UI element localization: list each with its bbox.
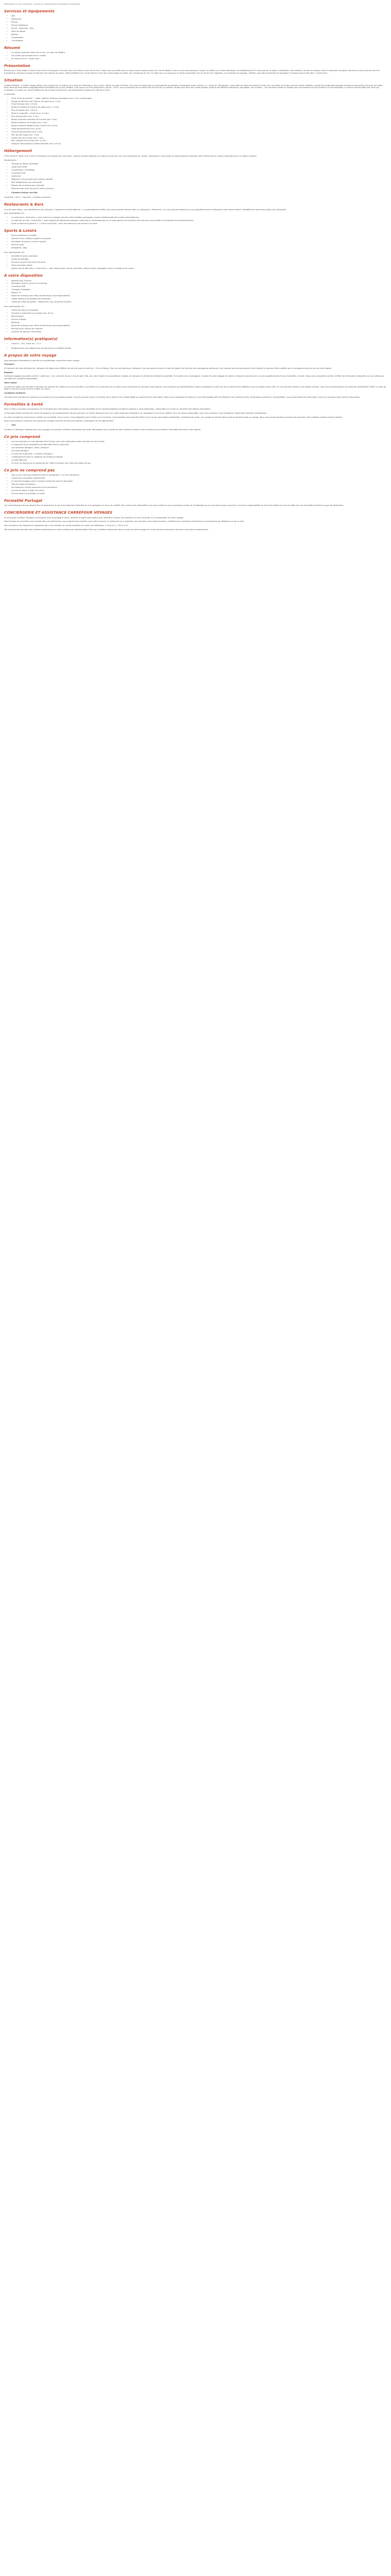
- prix-comprend-item: • L'hébergement selon la catégorie de chambre indiquée: [11, 456, 387, 459]
- apropos-text: Vous quelques informations à prendre en considération concernant votre voyage.: [4, 359, 80, 362]
- formalites-block: Nous vous invitons à souscrire une assurance voyage couvrant les frais d'annulation, d'assistance et de rapatriement.: [4, 420, 115, 422]
- service-item: • Conciergerie: [11, 40, 387, 42]
- equipements-label: Équipements :: [4, 159, 18, 161]
- prix-non-item: • La taxe de séjour à régler sur place: [11, 489, 387, 492]
- sports-list: [4, 234, 387, 249]
- info-note: • Établissement non adapté pour les personnes à mobilité réduite.: [11, 347, 387, 350]
- disposition-item: • Navette pour Funchal: [11, 280, 387, 282]
- restaurant-item: • Le petit bar du hall « Sunset Bar » vous propose de délicieuses boissons nationales et internationales et un large gamme de cocktails. Vous pourrez aussi profiter du programme de divertissement.: [11, 219, 387, 222]
- conciergerie-paras: [4, 517, 387, 531]
- proximite-item: • Praia Formosa (env. 3,3 km): [11, 103, 387, 106]
- service-item: • Minibar: [11, 33, 387, 36]
- service-item: • Piscine: [11, 21, 387, 24]
- resume-list: [4, 52, 387, 60]
- sport-paid-item: • Espace Spa et bien-être « Ocean Spa » : bain bouillonnant, sauna, hammam, salle de soins (massages, soins du visage et du corps): [11, 267, 387, 270]
- apropos-block-text: Les tarifs sont calculés par personne sur la base d'une occupation double. Les prix peuvent varier en fonction de la date et de la disponibilité au moment de la réservation. Nous vous conseillons de réserver le plus tôt possible afin de bénéficier des meilleurs tarifs. Informations relatives à l'accessibilité : pour toute demande particulière, merci de contacter notre service réservation.: [4, 396, 361, 398]
- formalite-portugal-text: Les ressortissants français doivent être en possession d'une carte nationale d'identité ou d'un passeport en cours de validité. Pour toute autre nationalité, nous vous invitons à vous renseigner auprès de l'ambassade ou du consulat du pays concerné. Il est de la responsabilité du client de vérifier qu'il est en règle avec les formalités d'entrée du pays de destination.: [4, 504, 344, 507]
- section-title-sports: Sports & Loisirs: [4, 228, 37, 233]
- page-content: [0, 0, 391, 553]
- restaurants-text: Lors de votre séjour, vous bénéficierez de la formule « Logement et petit déjeuner ». Le petit-déjeuner buffet vous sera proposé chaque matin au restaurant « Panorama » où vous pourrez apprécier la vue magnifique tout en dégustant votre repas matinal. Possibilité de repas avec gluten (sur demande).: [4, 208, 287, 211]
- proximite-label: À proximité :: [4, 93, 16, 95]
- sports-paid-label: Avec participation (€) :: [4, 251, 25, 253]
- section-title-conciergerie: CONCIERGERIE ET ASSISTANCE CARREFOUR VOYAGES: [4, 510, 112, 515]
- breadcrumb-intro: Description Ce prix comprend : Ce prix ne comprend pas Formalités Conseiguerie: [4, 3, 80, 5]
- proximite-list: [4, 97, 387, 146]
- visa-label: • Visa: [11, 424, 387, 427]
- equipement-item: • Terrasse ou balcon aménagé: [11, 163, 387, 165]
- services-list: [4, 15, 387, 42]
- section-title-prix-comprend: Ce prix comprend: [4, 434, 40, 439]
- apropos-block-text: En fonction des vols sélectionnés, l'aéroport de départ peut différer de celui de votre arrivée (ex : Orly et Roissy). Pour les vols spéciaux, l'aéroport n'est pas garanti jusqu'à la date de départ (en fonction des compagnies aériennes). Les horaires sont communiqués à titre indicatif et peuvent être modifiés par la compagnie jusqu'au jour de votre départ.: [4, 367, 332, 369]
- disposition-item: • Objets spéciaux accessibles par ascenseur: [11, 298, 387, 300]
- disposition-item: • Borne de recharge pour véhicule électrique (sous disponibilité): [11, 295, 387, 297]
- section-title-resume: Résumé: [4, 45, 20, 50]
- prix-non-list: [4, 474, 387, 495]
- prix-comprend-item: • Le logement et les prestations mentionnées dans le descriptif: [11, 444, 387, 446]
- sports-paid-list: [4, 255, 387, 269]
- proximite-item: • Pinha & Corgo/Rui - Centre (env. 3,2 km): [11, 112, 387, 115]
- apropos-block-head: Votre séjour: [4, 381, 17, 384]
- disposition-paid-item: • Boutique: [11, 321, 387, 324]
- hebergement-text: L'Pina Prade 5* Adult Only à Sé du Chavaguez se compose de 128 suites. Chaque chambre dispose d'un balcon privé avec une vue imprenable sur l'océan. Spacieuses, lumineuses et soigneusement décorées, elles offrent tout le confort nécessaire pour un séjour relaxant.: [4, 155, 257, 157]
- conciergerie-paragraph: Le concierge Carrefour Voyages Conciergerie vous accompagne avant, pendant et après votre séjour pour répondre à toutes vos questions et vous conseiller sur la préparation de votre voyage.: [4, 516, 184, 519]
- proximite-item: • Pico dos Barcelos (env. 5 km): [11, 115, 387, 118]
- proximite-item: • Musée d'histoire naturelle de Funchal (env. 5 km): [11, 118, 387, 121]
- disposition-list: [4, 280, 387, 303]
- prix-comprend-item: • Les transferts aéroport / hôtel / aéroport: [11, 447, 387, 449]
- formalites-block: La carte européenne d'assurance maladie est conseillée. Aucun vaccin n'est obligatoire pour entrer sur le territoire. Il est toutefois recommandé d'être à jour de ses vaccinations habituelles. Conditions de santé : les voyageurs doivent être en bonne santé et apte au voyage. Nous vous recommandons vivement de consulter votre médecin traitant avant le départ.: [4, 416, 343, 418]
- proximite-item: • Parc de São Tiago (env. 7 km): [11, 134, 387, 137]
- prix-non-item: • L'assurance annulation (optionnelle): [11, 477, 387, 480]
- sport-paid-item: • Tennis de table, billard: [11, 264, 387, 267]
- disposition-paid-item: • Blanchisserie: [11, 315, 387, 318]
- section-title-disposition: À votre disposition: [4, 273, 43, 278]
- prix-comprend-list: [4, 440, 387, 464]
- section-title-formalites: Formalités & Santé: [4, 402, 43, 406]
- situation-text: Capitale Madère : à l'hôtel Vuisge (hôtes) vous conduit par la chaleur et la brise de l'Atlantique, vous y êtes ! Niché au large du Maroc, l'île vous accueille dans une atmosphère printanière et apaisante toute l'année. Le « jardin de l'Atlantique » vous offre une flore luxuriante et toute une vie même au fil des mois de l'année. Madère, paradis de randonnées plongés et piscines naturelles le long de ses côtes dont celles de Porto Moniz magnifiquement travaillées par la lave. Madère, c'est aussi une riche patrimoine culturel : riche : vous surprendra par la vieille ville de Funchal, la capitale. Perdez-vous dans ses ruelles pavées, admirez ses édifices historiques, ses églises, ses musées… Les marchés animés et colorés pour son ambiance et ses produits à la fois exotiques. Le centre ville est idéal pour faire vos emplettes. Le climat sur l'île de Madère est doux toute l'année avec une température moyenne en été et en hiver.: [4, 84, 383, 92]
- proximite-item: • Pico de Sigaro (env. 2,8 km): [11, 109, 387, 112]
- disposition-paid-item: • Coffre-fort (dans la chambre): [11, 309, 387, 312]
- section-title-services: Services et équipements: [4, 9, 55, 13]
- equipement-item: • Salle de bains avec douche et sèche-cheveux: [11, 188, 387, 190]
- section-title-restaurants: Restaurants & Bars: [4, 202, 44, 207]
- formalites-text: Nous invitons à prendre connaissance de l'ensemble des informations suivantes sur les formalités et les recommandations sanitaires relatives à votre destination, disponibles sur le site du ministère des Affaires étrangères.: [4, 408, 211, 411]
- proximite-item: • Centre-ville de Funchal (env. 7 km): [11, 137, 387, 140]
- visa-list: [4, 424, 387, 427]
- section-title-prix-non: Ce prix ne comprend pas: [4, 468, 55, 472]
- sport-paid-item: • Parcours de golf Club Santo Da Serra: [11, 261, 387, 264]
- conciergerie-paragraph: Vos données personnelles sont traitées conformément à notre politique de confidentialité. Elles sont utilisées uniquement dans le cadre de votre voyage et ne sont jamais transmises à des tiers sans votre consentement.: [4, 528, 209, 531]
- sport-item: • Serviettes de piscine (contre caution): [11, 241, 387, 243]
- service-item: • Wifi: [11, 15, 387, 18]
- formalites-blocks: [4, 412, 387, 422]
- section-title-presentation: Présentation: [4, 63, 30, 68]
- prix-non-item: • Tout ce qui n'est pas mentionné dans le paragraphe « Ce prix comprend »: [11, 474, 387, 477]
- room-name: • Chambre Deluxe vue Mer: [11, 192, 387, 194]
- prix-non-item: • Les excursions et activités sur place: [11, 493, 387, 495]
- proximite-item: • Funchal Top Mountain (env. 6 km): [11, 131, 387, 133]
- proximite-item: • Plage Komoredi Box (env. 6 km): [11, 128, 387, 130]
- proximite-item: • Aéroport International Cristiano Ronaldo (env. 29 km): [11, 143, 387, 145]
- section-title-formalite-portugal: Formalité Portugal: [4, 498, 42, 503]
- prix-comprend-item: • Les vols spéciaux ou vols réguliers de la France vers votre destination selon les dates et vols choisis: [11, 440, 387, 443]
- restaurants-list: [4, 216, 387, 225]
- apropos-blocks: [4, 363, 387, 398]
- resume-item: • Le refuge suspendu entre ciel et mer, au cœur de Madère: [11, 52, 387, 54]
- room-detail: Superficie : 28 m² · Capacité : 2 adultes maximum: [4, 196, 51, 199]
- prix-non-item: • Tous les repas et boissons: [11, 483, 387, 486]
- disposition-paid-item: • Transfert à proximité sur la plage (env. 30 m): [11, 312, 387, 315]
- proximite-item: • Village de pêcheurs de Camara de Lobos (env. 1 km): [11, 100, 387, 103]
- disposition-item: • Connexion Wifi: [11, 285, 387, 288]
- sport-item: • Salle de sport: [11, 244, 387, 246]
- apropos-block-text: La durée du séjour est calculée en fonction du nombre de nuitées et non de journées. La première et la dernière jour du séjour sont consacrées au transport international. Les chambres sont généralement mises à disposition à partir de 14h et doivent être libérées le jour du départ avant midi. En cas d'arrivée tardive ou de départ matinal, nous vous recommandons de contacter directement l'hôtel. La taxe de séjour n'est pas incluse et sera à régler sur place.: [4, 385, 386, 391]
- service-item: • Restaurant: [11, 18, 387, 21]
- apropos-block-head: Conditions tarifaires: [4, 392, 26, 395]
- apropos-block-head: Transport: [4, 363, 14, 366]
- equipement-item: • Télévision à écran plat avec chaînes satellite: [11, 178, 387, 181]
- proximite-item: • Parc national de Funchal (env. 12 km): [11, 140, 387, 142]
- service-item: • Salle de fitness: [11, 30, 387, 33]
- section-title-apropos: À propos de votre voyage: [4, 353, 57, 358]
- info-item: • Check in : 15h, check out : 11 h: [11, 343, 387, 345]
- disposition-item: • Cartes de crédit acceptées : Mastercard, Visa, American Express: [11, 301, 387, 303]
- prix-non-item: • La franchise bagage (soit le nombre mentionné dans le descriptif): [11, 480, 387, 483]
- apropos-block-text: Certaines bagages envoyées comme « petit taux » (ex : planche de surf, club de golf, vélo, etc.) font l'objet d'un supplément à régler au transport et démarche fortement conseillée. En fonction de la compagnie, l'origine de votre bagage de cabine, l'aéroport peut facturer un coût supplémentaire lié aux formalités. Conseil : Nous vous conseillons de bien vérifier les informations indiquées sur vos billets pour connaître les conditions applicables.: [4, 375, 385, 380]
- disposition-item: • Espace TV: [11, 292, 387, 294]
- equipement-item: • Plateau de courtoisie avec thé/café: [11, 184, 387, 187]
- proximite-item: • Jardins du Palais de Camara de Lobos (env. 2,7 km): [11, 106, 387, 109]
- disposition-paid-item: • Location de voitures, bicyclettes: [11, 331, 387, 333]
- sport-paid-item: • Activités et sports nautiques: [11, 255, 387, 258]
- equipement-item: • Climatisation / chauffage: [11, 169, 387, 172]
- service-item: • Piscine extérieure: [11, 24, 387, 27]
- proximite-item: • Musée d'histoire Madère Story Centre (env. 6 km): [11, 125, 387, 127]
- equipement-item: • Connexion Wifi: [11, 172, 387, 175]
- prix-comprend-item: • Le dîner de bienvenue au restaurant de l'hôtel le premier soir (selon les dates de vol): [11, 462, 387, 465]
- room-list: [4, 192, 387, 194]
- formalites-block: La Portugal faisant membre de l'Union Européenne, les ressortissants français peuvent s'y rendre librement avec une carte nationale d'identité ou un passeport en cours de validité. Pour les autres nationalités, nous vous invitons à vous renseigner auprès des autorités compétentes.: [4, 412, 267, 415]
- prix-comprend-item: • Les taxes aéroport: [11, 450, 387, 452]
- disposition-paid-item: • Service d'étage: [11, 318, 387, 321]
- prix-comprend-item: • La carte de la garantie « Carrefour Voyages »: [11, 453, 387, 455]
- resume-item: • Se ressourcer et « Ocean Spa »: [11, 58, 387, 60]
- apropos-block-head: Bagages: [4, 371, 13, 374]
- resume-item: • Les plaisirs gourmands face à l'océan: [11, 55, 387, 57]
- disposition-item: • Réception 24h/24, accueil & concierge: [11, 282, 387, 285]
- sport-paid-item: • Centre de plongée: [11, 258, 387, 261]
- disposition-paid-label: Avec participation (€) :: [4, 305, 25, 308]
- restaurant-item: • Situé au bord de la piscine, l' « Ocean Snack Bar » vous fera découvrir son service à la carte.: [11, 223, 387, 225]
- disposition-item: • Consigne à bagages: [11, 289, 387, 291]
- sport-item: • Solarium avec chaises longues et parasols: [11, 238, 387, 240]
- section-title-infos: Information(s) pratique(s): [4, 336, 58, 341]
- equipement-item: • Coffre-fort: [11, 175, 387, 178]
- service-item: • Climatisation: [11, 37, 387, 39]
- disposition-paid-item: • Parking privé, service de voiturier: [11, 328, 387, 330]
- visa-text: Le séjour à l'étranger implique pour tout voyageur de prendre certaines précautions de santé. Renseignez-vous auprès de votre médecin traitant et des centres de vaccinations internationales avant votre départ.: [4, 428, 201, 431]
- equipements-list: [4, 163, 387, 190]
- service-item: • Sauna - Hammam - Spa: [11, 27, 387, 30]
- proximite-item: • Praia "Praia do Areeiro " - sable / galets (d'origine volcanique) (env. 20 m, promenade): [11, 97, 387, 100]
- presentation-text: Bienvenue à l'Pina Prade 5* Adult Only à Sé du Chavaguez ! Perché à flanc de falaise, entre ciel et mer, l'hôtel vous accueille dans un cadre naturel spectaculaire sur l'île de Madère. Avec sa vue panoramique à couper le souffle sur l'océan Atlantique, cet établissement 5* vous promet un séjour inoubliable, entre détente, confort et évasion. Situé à seulement quelques minutes du centre de Funchal et à proximité du charmant village de pêcheurs de Camara de Lobos, l'hôtel bénéficie d'un accès direct à l'une des riches plages de sable noir volcanique de l'île. Un hôtel pour se ressourcer en toute tranquillité, loin du bruit et de l'agitation, où la beauté du paysage, raffinée, vous fait parenthèse de relaxation à l'espace Spa et bien-être « Ocean Spa ».: [4, 70, 380, 75]
- disposition-paid-item: • Borne de recharge pour véhicule électrique (sous disponibilité): [11, 325, 387, 327]
- section-title-hebergement: Hébergement: [4, 149, 32, 154]
- prix-comprend-item: • Le petit-déjeuner: [11, 459, 387, 462]
- section-title-situation: Situation: [4, 78, 23, 82]
- infos-notes: [4, 347, 387, 350]
- sport-item: • Navigation, yoga: [11, 247, 387, 249]
- restaurant-item: • Le restaurant « Panorama » vous invite à un voyage culinaire entre tradition portugaise, cuisine méditerranéenne et plats internationaux.: [11, 216, 387, 219]
- equipement-item: • Mini-réfrigérateur (sur demande): [11, 181, 387, 184]
- conciergerie-paragraph: Nos conseillers sont également disponibles pour vous assister en cas de problème sur place, par téléphone, 7 jours sur 7, 24h sur 24.: [4, 524, 129, 527]
- sport-item: • Piscine extérieure chauffée: [11, 234, 387, 237]
- proximite-item: • Musée Frederico de Freitas (env. 5 km): [11, 122, 387, 124]
- equipement-item: • Large baie vitrée: [11, 166, 387, 168]
- conciergerie-paragraph: Notre équipe de conseillers vous assiste dans vos démarches, vous propose des activités, vous aide à trouver un restaurant ou à organiser une excursion. Pour toute question, n'hésitez pas à contacter directement la conciergerie par téléphone ou par e-mail.: [4, 520, 245, 523]
- restaurants-paid-label: Avec participation (€) :: [4, 212, 25, 215]
- disposition-paid-list: [4, 309, 387, 333]
- infos-list: [4, 343, 387, 345]
- prix-non-item: • Les dépenses d'ordre personnel et les pourboires: [11, 486, 387, 489]
